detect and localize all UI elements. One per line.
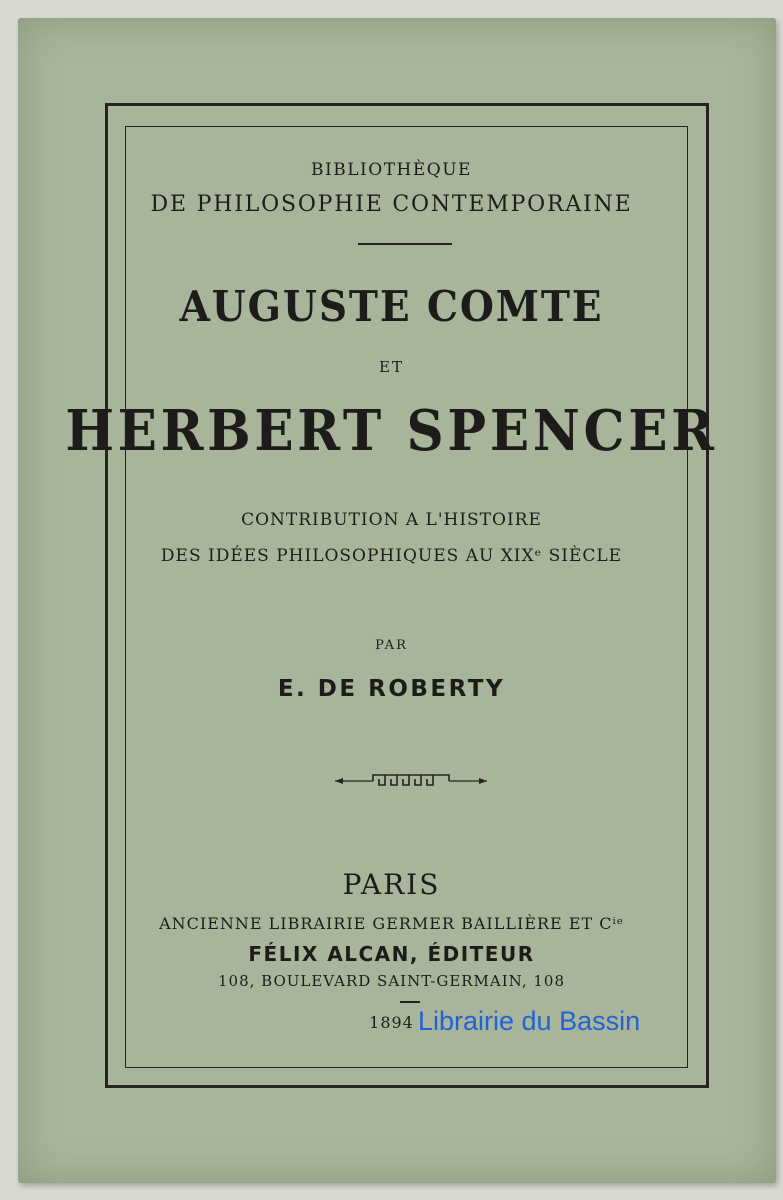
title-conjunction: ET (379, 358, 404, 376)
decorative-ornament (333, 770, 489, 792)
series-title-line2: DE PHILOSOPHIE CONTEMPORAINE (150, 192, 633, 217)
watermark-text: Librairie du Bassin (418, 1006, 641, 1036)
small-divider (400, 1001, 420, 1003)
series-title-line1: BIBLIOTHÈQUE (311, 160, 472, 180)
publication-city: PARIS (342, 868, 441, 901)
by-label: PAR (375, 638, 408, 653)
publisher-address: 108, BOULEVARD SAINT-GERMAIN, 108 (217, 972, 566, 990)
book-title-line2: HERBERT SPENCER (65, 398, 718, 464)
publication-year: 1894 (369, 1013, 414, 1032)
divider-rule (358, 243, 452, 245)
publisher-line1: ANCIENNE LIBRAIRIE GERMER BAILLIÈRE ET Cⁱᵉ (159, 914, 624, 933)
book-title-line1: AUGUSTE COMTE (179, 282, 604, 331)
publisher-line2: FÉLIX ALCAN, ÉDITEUR (248, 942, 535, 966)
subtitle-line1: CONTRIBUTION A L'HISTOIRE (241, 510, 542, 530)
author-name: E. DE ROBERTY (277, 676, 506, 702)
subtitle-line2: DES IDÉES PHILOSOPHIQUES AU XIXᵉ SIÈCLE (160, 546, 623, 566)
